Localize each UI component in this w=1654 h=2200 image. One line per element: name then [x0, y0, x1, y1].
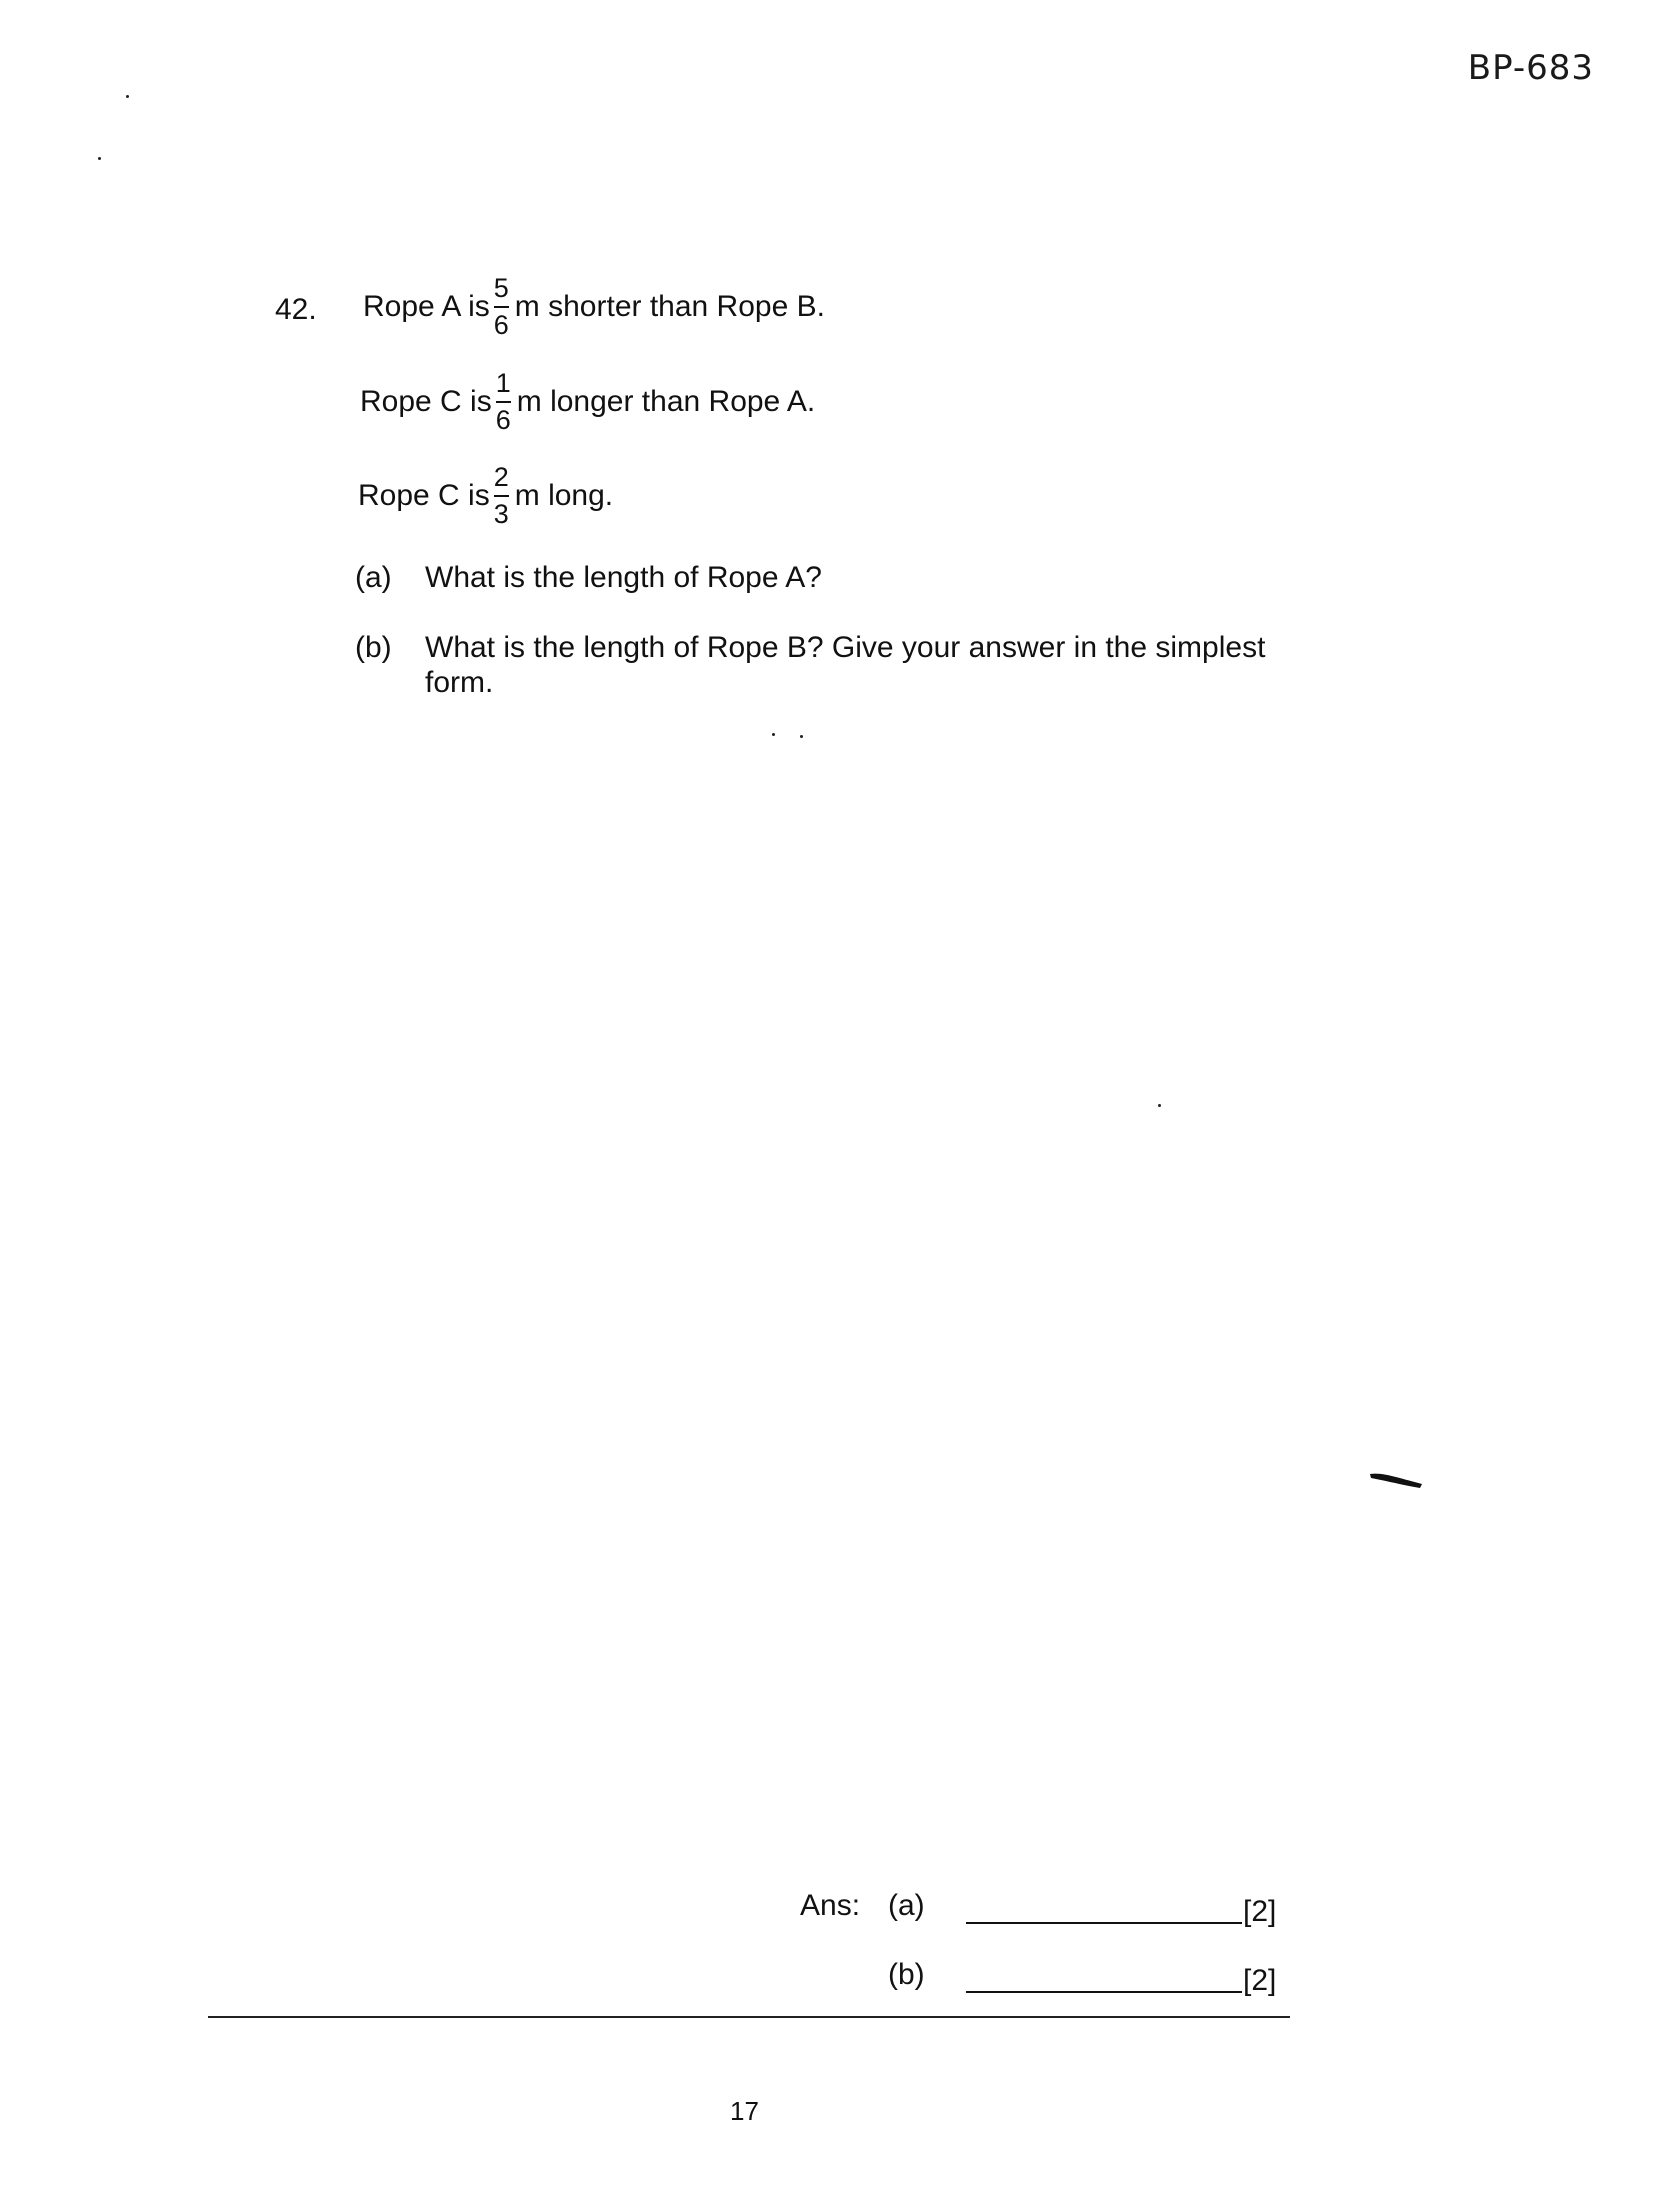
answer-label-b: (b) [888, 1958, 925, 1991]
fraction-numerator: 1 [495, 368, 511, 398]
marks-b: [2] [1243, 1964, 1277, 1997]
fraction [494, 464, 509, 528]
paper-code: BP-683 [1467, 48, 1594, 88]
fraction-denominator: 3 [493, 499, 509, 529]
statement-text-after: m long. [514, 479, 614, 512]
fraction [494, 275, 509, 339]
fraction-bar [494, 306, 509, 308]
statement-text-before: Rope C is [358, 479, 490, 512]
answer-prefix: Ans: [800, 1889, 861, 1922]
statement-rope-c-longer [360, 370, 815, 434]
statement-text-after: m longer than Rope A. [516, 385, 816, 418]
scan-speck [126, 95, 129, 98]
fraction [496, 370, 511, 434]
question-number: 42. [275, 293, 317, 326]
statement-rope-a [363, 275, 825, 339]
scan-speck [98, 157, 101, 160]
part-text: What is the length of Rope A? [425, 561, 822, 594]
fraction-numerator: 5 [493, 273, 509, 303]
statement-text-after: m shorter than Rope B. [514, 290, 825, 323]
part-text: What is the length of Rope B? Give your answer in the simplest form. [425, 631, 1266, 699]
statement-text-before: Rope C is [360, 385, 492, 418]
answer-label-a: (a) [888, 1889, 925, 1922]
scan-speck [1158, 1104, 1161, 1107]
answer-blank-b[interactable] [966, 1991, 1242, 1993]
answer-blank-a[interactable] [966, 1922, 1242, 1924]
fraction-bar [494, 495, 509, 497]
part-label: (a) [355, 561, 392, 594]
marks-a: [2] [1243, 1895, 1277, 1928]
scan-speck [772, 733, 775, 736]
page-number: 17 [730, 2096, 759, 2126]
scan-speck [800, 735, 803, 738]
bottom-rule [208, 2016, 1290, 2018]
part-label: (b) [355, 631, 392, 664]
statement-text-before: Rope A is [363, 290, 490, 323]
statement-rope-c-length [358, 464, 613, 528]
fraction-denominator: 6 [495, 405, 511, 435]
question-part-b [355, 631, 1315, 700]
pen-mark [1368, 1468, 1424, 1490]
fraction-numerator: 2 [493, 462, 509, 492]
fraction-bar [496, 401, 511, 403]
question-part-a [355, 561, 1315, 595]
fraction-denominator: 6 [493, 310, 509, 340]
